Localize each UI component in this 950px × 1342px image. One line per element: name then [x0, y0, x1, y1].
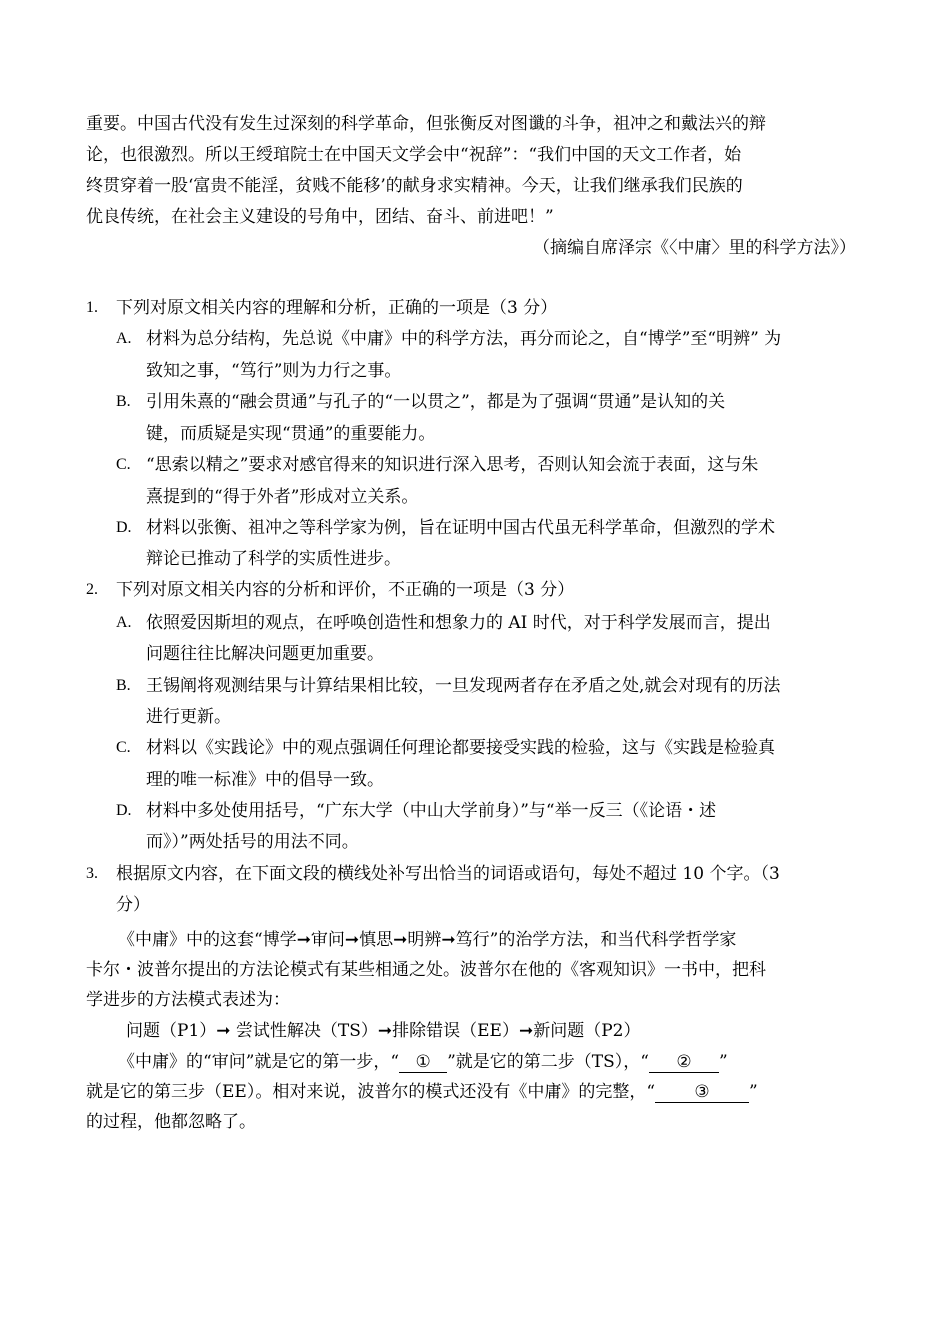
popper-formula: 问题（P1）➞ 尝试性解决（TS）➞排除错误（EE）➞新问题（P2） — [126, 1021, 641, 1041]
question-stem: 下列对原文相关内容的理解和分析，正确的一项是（3 分） — [116, 298, 558, 318]
option-text: 依照爱因斯坦的观点，在呼唤创造性和想象力的 AI 时代，对于科学发展而言，提出 — [146, 613, 771, 633]
option-label: C. — [116, 739, 131, 756]
passage-line: 重要。中国古代没有发生过深刻的科学革命，但张衡反对图谶的斗争，祖冲之和戴法兴的辩 — [86, 114, 766, 134]
q3-paragraph-line: 卡尔・波普尔提出的方法论模式有某些相通之处。波普尔在他的《客观知识》一书中，把科 — [86, 960, 766, 980]
q3-fill-line — [86, 1080, 758, 1104]
passage-line: 终贯穿着一股‘富贵不能淫，贫贱不能移’的献身求实精神。今天，让我们继承我们民族的 — [86, 176, 743, 196]
option-text-cont: 键，而质疑是实现“贯通”的重要能力。 — [146, 424, 436, 444]
option-text-cont: 致知之事，“笃行”则为力行之事。 — [146, 361, 402, 381]
fill-text: 《中庸》的“审问”就是它的第一步，“ — [118, 1052, 400, 1072]
question-stem: 根据原文内容，在下面文段的横线处补写出恰当的词语或语句，每处不超过 10 个字。（3 — [116, 864, 780, 884]
fill-text: ”就是它的第二步（TS），“ — [447, 1052, 649, 1072]
option-label: D. — [116, 802, 132, 819]
passage-line: 优良传统，在社会主义建设的号角中，团结、奋斗、前进吧！” — [86, 207, 554, 227]
q3-fill-line — [118, 1050, 728, 1074]
blank-2[interactable]: ② — [649, 1052, 719, 1073]
blank-1[interactable]: ① — [399, 1052, 447, 1073]
fill-text: ” — [718, 1052, 728, 1072]
option-text: 引用朱熹的“融会贯通”与孔子的“一以贯之”，都是为了强调“贯通”是认知的关 — [146, 392, 726, 412]
option-label: C. — [116, 456, 131, 473]
option-text-cont: 问题往往比解决问题更加重要。 — [146, 644, 384, 664]
option-label: B. — [116, 393, 131, 410]
option-text-cont: 而》）”两处括号的用法不同。 — [146, 832, 359, 852]
option-text-cont: 进行更新。 — [146, 707, 231, 727]
question-number: 1. — [86, 299, 98, 316]
q3-paragraph-line: 《中庸》中的这套“博学➞审问➞慎思➞明辨➞笃行”的治学方法，和当代科学哲学家 — [118, 930, 737, 950]
option-text: 王锡阐将观测结果与计算结果相比较，一旦发现两者存在矛盾之处,就会对现有的历法 — [146, 676, 781, 696]
option-label: A. — [116, 330, 132, 347]
option-text-cont: 熹提到的“得于外者”形成对立关系。 — [146, 487, 419, 507]
question-number: 3. — [86, 865, 98, 882]
option-text: 材料为总分结构，先总说《中庸》中的科学方法，再分而论之，自“博学”至“明辨” 为 — [146, 329, 782, 349]
option-text: “思索以精之”要求对感官得来的知识进行深入思考，否则认知会流于表面，这与朱 — [146, 455, 759, 475]
option-label: A. — [116, 614, 132, 631]
question-stem-cont: 分） — [116, 895, 150, 915]
fill-text: ” — [749, 1082, 758, 1102]
option-text-cont: 辩论已推动了科学的实质性进步。 — [146, 549, 401, 569]
option-text: 材料以张衡、祖冲之等科学家为例，旨在证明中国古代虽无科学革命，但激烈的学术 — [146, 518, 775, 538]
option-text: 材料以《实践论》中的观点强调任何理论都要接受实践的检验，这与《实践是检验真 — [146, 738, 775, 758]
passage-line: 论，也很激烈。所以王绶琯院士在中国天文学会中“祝辞”：“我们中国的天文工作者，始 — [86, 145, 742, 165]
q3-paragraph-line: 的过程，他都忽略了。 — [86, 1112, 256, 1132]
option-text-cont: 理的唯一标准》中的倡导一致。 — [146, 770, 384, 790]
option-label: B. — [116, 677, 131, 694]
q3-paragraph-line: 学进步的方法模式表述为： — [86, 990, 290, 1010]
option-label: D. — [116, 519, 132, 536]
source-citation: （摘编自席泽宗《〈中庸〉里的科学方法》） — [533, 238, 856, 258]
fill-text: 就是它的第三步（EE）。相对来说，波普尔的模式还没有《中庸》的完整，“ — [86, 1082, 656, 1102]
question-stem: 下列对原文相关内容的分析和评价，不正确的一项是（3 分） — [116, 580, 575, 600]
option-text: 材料中多处使用括号，“广东大学（中山大学前身）”与“举一反三（《论语・述 — [146, 801, 717, 821]
question-number: 2. — [86, 581, 98, 598]
blank-3[interactable]: ③ — [655, 1082, 749, 1103]
